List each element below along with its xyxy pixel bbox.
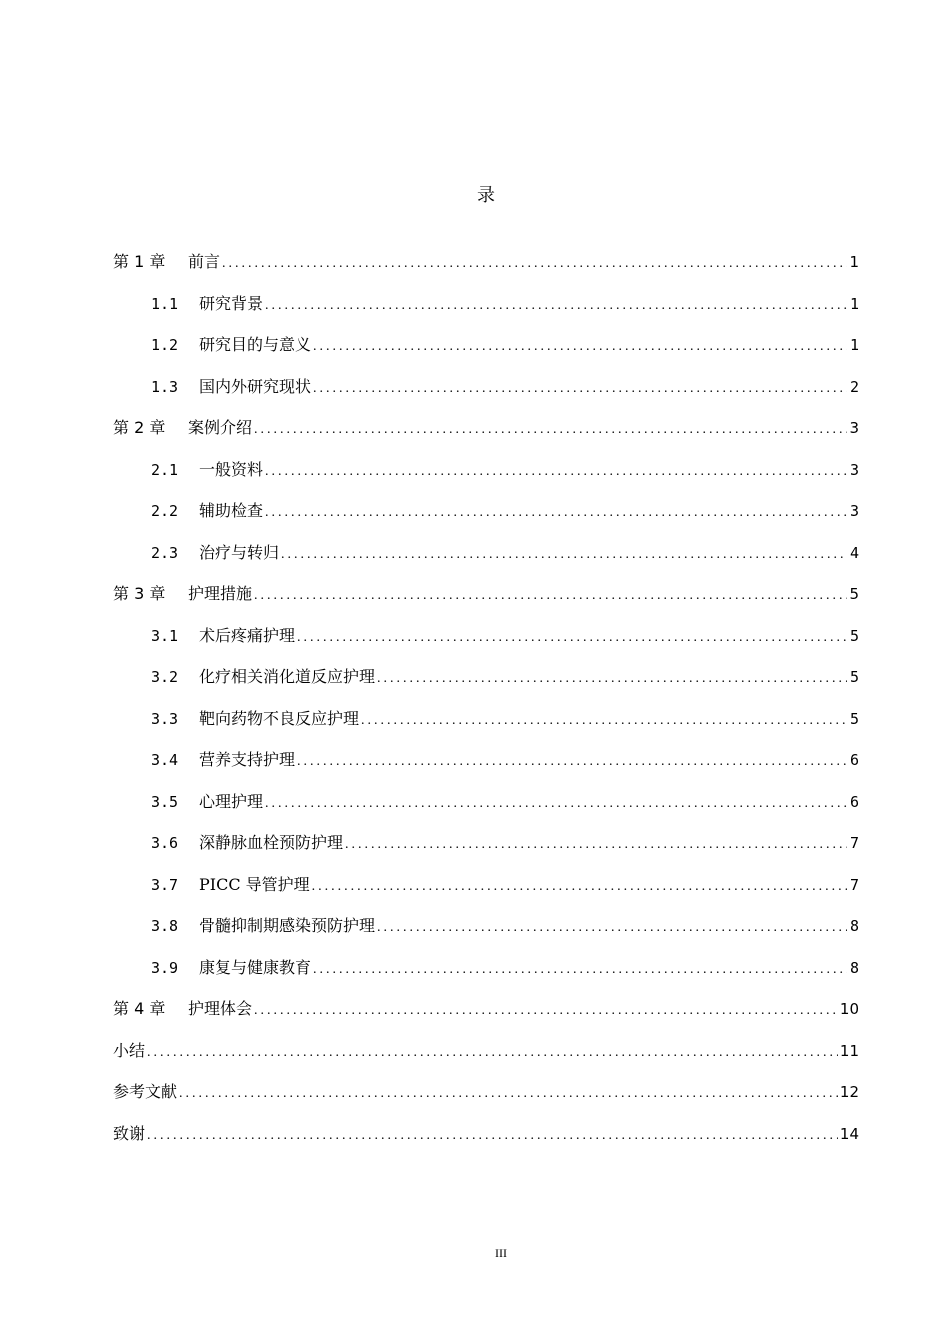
toc-section-entry[interactable]: [113, 864, 859, 906]
toc-chapter-entry[interactable]: [113, 1071, 859, 1113]
toc-entry-page: 1: [849, 294, 859, 313]
toc-entry-number: 2.2: [151, 502, 179, 520]
toc-dot-leader: [312, 866, 847, 908]
toc-entry-title: 国内外研究现状: [199, 376, 312, 396]
toc-entry-page: 6: [849, 792, 859, 811]
toc-entry-page: 11: [839, 1041, 859, 1060]
toc-chapter-entry[interactable]: [113, 573, 859, 615]
toc-section-entry[interactable]: [113, 324, 859, 366]
toc-dot-leader: [265, 285, 847, 327]
toc-entry-number: 3.7: [151, 875, 179, 894]
toc-dot-leader: [254, 990, 838, 1032]
toc-dot-leader: [313, 326, 847, 368]
toc-entry-page: 8: [849, 917, 859, 935]
toc-dot-leader: [345, 824, 847, 866]
toc-entry-title: 深静脉血栓预防护理: [199, 833, 344, 852]
toc-entry-page: 4: [849, 543, 859, 562]
toc-entry-title: 术后疼痛护理: [199, 625, 296, 645]
toc-section-entry[interactable]: [113, 366, 859, 408]
toc-section-entry[interactable]: [113, 656, 859, 698]
toc-section-entry[interactable]: [113, 781, 859, 823]
toc-entry-number: 3.4: [151, 751, 179, 769]
toc-chapter-entry[interactable]: [113, 241, 859, 283]
toc-section-entry[interactable]: [113, 947, 859, 989]
toc-entry-number: 3.6: [151, 834, 179, 852]
toc-entry-title: 心理护理: [199, 791, 264, 811]
toc-entry-title: 致谢: [113, 1123, 146, 1143]
toc-dot-leader: [313, 949, 847, 991]
toc-entry-number: 第 3 章: [113, 584, 166, 603]
toc-dot-leader: [265, 492, 847, 534]
toc-entry-page: 7: [849, 875, 859, 894]
toc-entry-number: 3.8: [151, 917, 179, 935]
toc-dot-leader: [297, 617, 847, 659]
toc-entry-number: 第 2 章: [113, 418, 166, 437]
toc-entry-title: 研究目的与意义: [199, 335, 312, 354]
toc-entry-number: 1.3: [151, 377, 179, 396]
toc-entry-page: 7: [849, 834, 859, 852]
toc-entry-number: 1.1: [151, 294, 179, 313]
toc-entry-number: 1.2: [151, 336, 179, 354]
toc-entry-title: 化疗相关消化道反应护理: [199, 667, 376, 686]
table-of-contents: [113, 241, 859, 1154]
toc-dot-leader: [265, 451, 847, 493]
toc-entry-number: 3.9: [151, 958, 179, 977]
toc-section-entry[interactable]: [113, 449, 859, 491]
toc-dot-leader: [222, 243, 847, 285]
toc-entry-number: 2.1: [151, 460, 179, 479]
toc-entry-title: 护理体会: [188, 999, 253, 1018]
toc-entry-number: 3.3: [151, 709, 179, 728]
toc-entry-page: 3: [849, 419, 859, 437]
toc-dot-leader: [179, 1073, 838, 1115]
toc-section-entry[interactable]: [113, 905, 859, 947]
toc-entry-title: 参考文献: [113, 1082, 178, 1101]
toc-entry-number: 第 4 章: [113, 999, 166, 1018]
toc-entry-title: 小结: [113, 1040, 146, 1060]
toc-entry-title: 营养支持护理: [199, 750, 296, 769]
toc-entry-page: 5: [849, 668, 859, 686]
toc-entry-title: 前言: [188, 252, 221, 271]
toc-chapter-entry[interactable]: [113, 407, 859, 449]
toc-entry-title: 辅助检查: [199, 501, 264, 520]
toc-entry-page: 3: [849, 460, 859, 479]
toc-entry-title: PICC 导管护理: [199, 874, 310, 894]
toc-entry-page: 12: [839, 1083, 859, 1101]
toc-dot-leader: [281, 534, 847, 576]
toc-entry-page: 2: [849, 377, 859, 396]
toc-chapter-entry[interactable]: [113, 1113, 859, 1155]
toc-entry-page: 5: [849, 626, 859, 645]
toc-dot-leader: [147, 1115, 838, 1157]
page-number: III: [495, 1246, 507, 1260]
toc-entry-page: 1: [849, 253, 859, 271]
toc-chapter-entry[interactable]: [113, 988, 859, 1030]
toc-entry-page: 10: [839, 1000, 859, 1018]
toc-section-entry[interactable]: [113, 283, 859, 325]
toc-entry-title: 案例介绍: [188, 418, 253, 437]
toc-entry-title: 治疗与转归: [199, 542, 280, 562]
toc-section-entry[interactable]: [113, 698, 859, 740]
toc-section-entry[interactable]: [113, 490, 859, 532]
toc-entry-number: 3.2: [151, 668, 179, 686]
toc-entry-page: 5: [849, 585, 859, 603]
toc-entry-number: 3.5: [151, 792, 179, 811]
toc-section-entry[interactable]: [113, 532, 859, 574]
toc-chapter-entry[interactable]: [113, 1030, 859, 1072]
toc-entry-number: 2.3: [151, 543, 179, 562]
toc-entry-page: 1: [849, 336, 859, 354]
toc-entry-page: 5: [849, 709, 859, 728]
toc-entry-number: 3.1: [151, 626, 179, 645]
toc-section-entry[interactable]: [113, 739, 859, 781]
toc-entry-title: 一般资料: [199, 459, 264, 479]
toc-entry-page: 14: [839, 1124, 859, 1143]
toc-entry-title: 靶向药物不良反应护理: [199, 708, 360, 728]
toc-dot-leader: [147, 1032, 838, 1074]
toc-entry-title: 骨髓抑制期感染预防护理: [199, 916, 376, 935]
toc-dot-leader: [377, 658, 847, 700]
toc-dot-leader: [297, 741, 847, 783]
toc-dot-leader: [313, 368, 847, 410]
toc-dot-leader: [361, 700, 847, 742]
toc-entry-page: 3: [849, 502, 859, 520]
toc-title: 录: [477, 185, 495, 206]
toc-dot-leader: [254, 575, 847, 617]
toc-entry-title: 研究背景: [199, 293, 264, 313]
toc-entry-title: 护理措施: [188, 584, 253, 603]
toc-entry-title: 康复与健康教育: [199, 957, 312, 977]
toc-entry-page: 6: [849, 751, 859, 769]
toc-dot-leader: [254, 409, 847, 451]
toc-dot-leader: [377, 907, 847, 949]
toc-section-entry[interactable]: [113, 615, 859, 657]
toc-section-entry[interactable]: [113, 822, 859, 864]
toc-entry-number: 第 1 章: [113, 252, 166, 271]
toc-dot-leader: [265, 783, 847, 825]
toc-entry-page: 8: [849, 958, 859, 977]
